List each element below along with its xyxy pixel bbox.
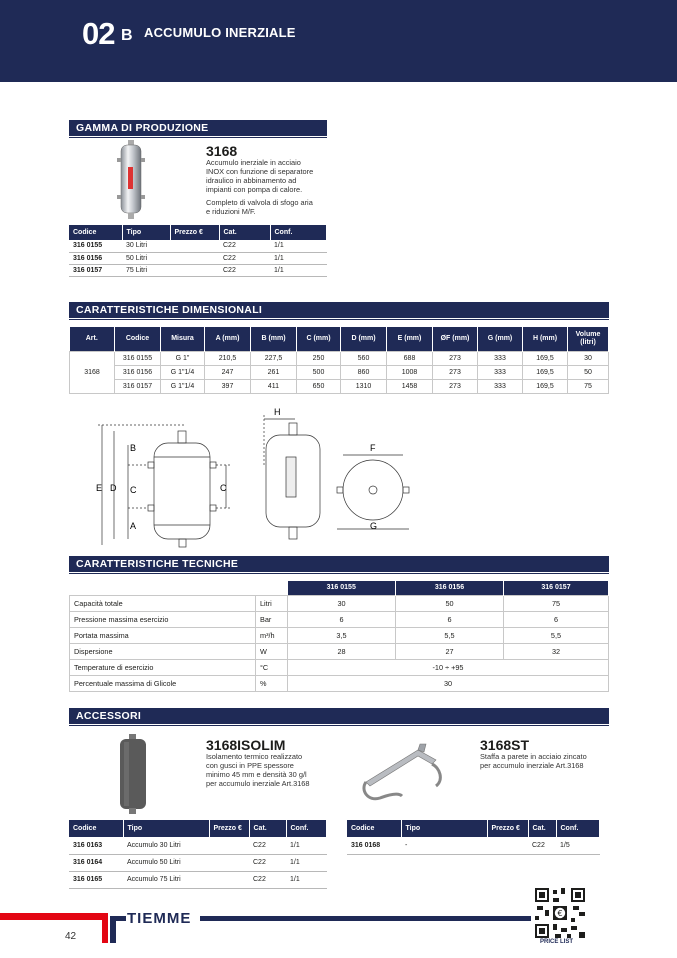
table-row: 3168 316 0155 G 1" 210,5 227,5 250 560 688 273 333 169,5 30 <box>70 351 609 365</box>
section-header-gamma: GAMMA DI PRODUZIONE <box>69 120 327 136</box>
table-row: Temperature di esercizio °C -10 ÷ +95 <box>70 659 609 675</box>
section-header-accessori: ACCESSORI <box>69 708 609 724</box>
accessory2-code: 3168ST <box>480 737 530 753</box>
table-row: 316 0163 Accumulo 30 Litri C22 1/1 <box>69 837 327 854</box>
accessory1-table: Codice Tipo Prezzo € Cat. Conf. 316 0163 Accumulo 30 Litri C22 1/1 316 0164 Accumulo 50 Litri C22 1/1 316 0165 Accumulo 75 Litri C22 1/1 <box>69 820 327 889</box>
insulation-shell-image <box>118 734 148 814</box>
qr-code-icon[interactable] <box>535 888 585 938</box>
dim-label-g: G <box>370 521 378 531</box>
dim-label-a: A <box>130 521 137 531</box>
brand-hook-shape <box>92 913 126 943</box>
chapter-number: 02 <box>82 16 115 51</box>
table-row: 316 0157 G 1"1/4 397 411 650 1310 1458 273 333 169,5 75 <box>70 379 609 393</box>
dim-label-d: D <box>110 483 117 493</box>
table-row: 316 0157 75 Litri C22 1/1 <box>69 264 327 276</box>
wall-bracket-image <box>358 740 448 802</box>
table-row: 316 0165 Accumulo 75 Litri C22 1/1 <box>69 871 327 888</box>
dimension-table: Art. Codice Misura A (mm) B (mm) C (mm) D (mm) E (mm) ØF (mm) G (mm) H (mm) Volume (litri) 3168 316 0155 G 1" 210,5 227,5 250 560 688 273 333 169,5 30 316 0156 G 1"1/4 247 261 500 860 1008 273 333 169,5 50 316 0157 G 1"1/4 397 411 650 1310 1458 273 333 169,5 75 <box>69 327 609 394</box>
dim-label-c2: C <box>220 483 227 493</box>
accessory1-code: 3168ISOLIM <box>206 737 286 753</box>
dim-label-b: B <box>130 443 137 453</box>
table-row: Portata massima m³/h 3,5 5,5 5,5 <box>70 627 609 643</box>
table-row: 316 0164 Accumulo 50 Litri C22 1/1 <box>69 854 327 871</box>
chapter-letter: B <box>121 27 133 44</box>
dim-label-e: E <box>96 483 103 493</box>
accessory2-table: Codice Tipo Prezzo € Cat. Conf. 316 0168 - C22 1/5 <box>347 820 600 855</box>
technical-drawing <box>90 405 420 550</box>
table-row: Percentuale massima di Glicole % 30 <box>70 675 609 691</box>
table-row: 316 0155 30 Litri C22 1/1 <box>69 240 327 252</box>
accessory1-description: Isolamento termico realizzato con gusci in PPE spessore minimo 45 mm e densità 30 g/l per accumulo inerziale Art.3168 <box>206 752 310 788</box>
dim-label-f: F <box>370 443 376 453</box>
table-row: 316 0156 50 Litri C22 1/1 <box>69 252 327 264</box>
tech-table: 316 0155 316 0156 316 0157 Capacità totale Litri 30 50 75 Pressione massima esercizio Bar 6 6 6 Portata massima m³/h 3,5 5,5 5,5 Dispersione W 28 27 32 Temperature di esercizio °C -10 ÷ +95 Percentuale massima di Glicole % 30 <box>69 581 609 692</box>
product-description: Accumulo inerziale in acciaio INOX con funzione di separatore idraulico in abbinamento ad impianti con pompa di calore. Completo di valvola di sfogo aria e riduzioni M/F. <box>206 158 314 216</box>
front-view-tank <box>154 443 210 539</box>
chapter-title: ACCUMULO INERZIALE <box>144 25 296 40</box>
section-header-tecniche: CARATTERISTICHE TECNICHE <box>69 556 609 572</box>
table-row: Capacità totale Litri 30 50 75 <box>70 595 609 611</box>
dim-label-h: H <box>274 407 281 417</box>
top-view-tank <box>343 460 403 520</box>
table-row: 316 0168 - C22 1/5 <box>347 837 600 854</box>
tank-inox-image <box>117 140 145 220</box>
brand-logo: TIEMME <box>127 910 192 927</box>
qr-label: PRICE LIST <box>540 939 574 945</box>
accessory2-description: Staffa a parete in acciaio zincato per accumulo inerziale Art.3168 <box>480 752 587 770</box>
table-row: Dispersione W 28 27 32 <box>70 643 609 659</box>
section-header-dimensionali: CARATTERISTICHE DIMENSIONALI <box>69 302 609 318</box>
product-code: 3168 <box>206 143 238 159</box>
page-number: 42 <box>65 931 77 942</box>
production-table: Codice Tipo Prezzo € Cat. Conf. 316 0155 30 Litri C22 1/1 316 0156 50 Litri C22 1/1 316 0157 75 Litri C22 1/1 <box>69 225 327 277</box>
table-row: Pressione massima esercizio Bar 6 6 6 <box>70 611 609 627</box>
table-row: 316 0156 G 1"1/4 247 261 500 860 1008 273 333 169,5 50 <box>70 365 609 379</box>
footer-navy-bar <box>200 916 531 921</box>
svg-text:€: € <box>557 909 563 918</box>
dim-label-c: C <box>130 485 137 495</box>
